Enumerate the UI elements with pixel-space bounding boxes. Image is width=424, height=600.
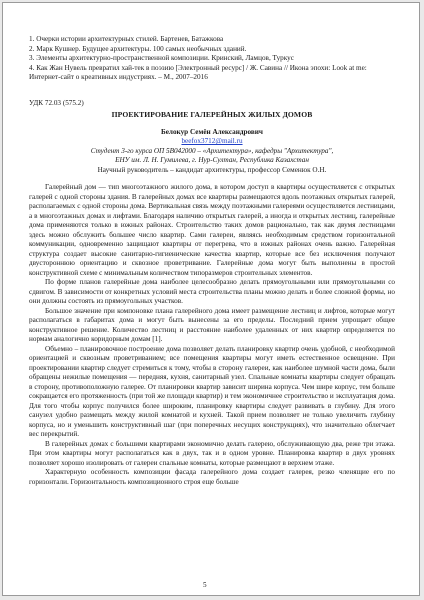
reference-list — [29, 35, 395, 83]
article-body — [29, 183, 395, 487]
page-content — [29, 35, 395, 487]
author-email-link[interactable]: beefox3712@mail.ru — [181, 137, 243, 145]
page-number: 5 — [203, 581, 207, 589]
reference-item: 1. Очерки истории архитектурных стилей. Бартенев, Батажкова — [29, 35, 224, 43]
body-paragraph: По форме планов галерейные дома наиболее целесообразно делать прямоугольными или прямоугольными со сдвигом. В зависимости от конкретных условий места строительства планы можно делать и более сложной формы, но они должны состоять из прямоугольных участков. — [29, 278, 395, 305]
supervisor-line: Научный руководитель – кандидат архитектуры, профессор Семенюк О.Н. — [97, 165, 327, 174]
affiliation-line: Студент 3-го курса ОП 5В042000 – «Архитектура», кафедры "Архитектура", — [90, 146, 334, 155]
udk-code: УДК 72.03 (575.2) — [29, 98, 84, 107]
body-paragraph: Большое значение при компоновке плана галерейного дома имеет размещение лестниц и лифтов, которые могут располагаться в габаритах дома и могут быть вынесены за его пределы. Последний прием упрощает общее конструктивное решение. Количество лестниц и расстояние наиболее удаленных от них квартир определяется по нормам аналогично коридорным домам [1]. — [29, 306, 395, 343]
reference-item: 2. Марк Кушнер. Будущее архитектуры. 100 самых необычных зданий. — [29, 44, 247, 53]
reference-item: 3. Элементы архитектурно-пространственной композиции. Кринский, Ламцов, Туркус — [29, 54, 294, 62]
document-page — [2, 2, 420, 596]
affiliation-line: ЕНУ им. Л. Н. Гумилева, г. Нур-Султан, Республика Казахстан — [115, 156, 309, 164]
body-paragraph: Объемно – планировочное построение дома позволяет делать планировку квартир очень удобной, с необходимой ориентацией и сквозным проветриванием; все помещения квартиры могут иметь естественное освещение. При проектировании квартир следует стремиться к тому, чтобы в сторону галереи, как наиболее шумной части дома, были обращены нежилые помещения — передняя, кухня, санитарный узел. Спальные комнаты квартиры следует обращать в сторону, противоположную галерее. От планировки квартир зависит ширина корпуса. Чем шире корпус, тем больше сокращается его протяженность (при той же площади квартир) и тем экономичнее строительство и эксплуатация дома. Для того чтобы корпус получился более широким, планировку квартиры следует развивать в глубину. Для этого санузел удобно размещать между жилой комнатой и кухней. Такой прием позволяет не только увеличить глубину корпуса, но и уменьшить конструктивный шаг (при поперечных несущих конструкциях), что значительно облегчает вес перекрытий. — [29, 344, 395, 438]
author-block — [29, 128, 395, 176]
author-name: Белокур Семён Александрович — [160, 127, 263, 136]
body-paragraph: В галерейных домах с большими квартирами экономично делать галерею, обслуживающую два, реже три этажа. При этом квартиры могут располагаться как в двух, так и в одном уровне. Планировка квартир в двух уровнях позволяет хорошо изолировать от галереи спальные комнаты, которые размещают в верхнем этаже. — [29, 439, 395, 467]
reference-item: 4. Как Жан Нувель превратил хай-тек в поэзию [Электронный ресурс] / Ж. Савина // Икона эпохи: Look at me: Интернет-сайт о креативных индустриях. – М., 2007–2016 — [29, 63, 367, 81]
article-title: ПРОЕКТИРОВАНИЕ ГАЛЕРЕЙНЫХ ЖИЛЫХ ДОМОВ — [111, 110, 313, 119]
body-paragraph: Галерейный дом — тип многоэтажного жилого дома, в котором доступ в квартиры осуществляется с открытых галерей с одной стороны здания. В галерейных домах все квартиры размещаются вдоль поэтажных открытых галерей, располагаемых с одной стороны дома. Вертикальная связь между поэтажными галереями осуществляется лестницами, а в многоэтажных домах и лифтами. Благодаря наличию открытых галерей, а иногда и открытых лестниц, галерейные дома применяются только в южных районах. Строительство таких домов рационально, так как двумя лестницами здесь можно обслужить большее число квартир. Сами галереи, являясь необходимым средством горизонтальной коммуникации, одновременно защищают квартиры от перегрева, что в южных районах очень важно. Галерейная структура создает высокие санитарно-гигиенические качества квартир, которые все без исключения получают двустороннюю ориентацию и сквозное проветривание. Галерейные дома могут быть выполнены в простой конструктивной схеме с минимальным количеством типоразмеров строительных элементов. — [29, 183, 395, 277]
body-paragraph: Характерную особенность композиции фасада галерейного дома создает галерея, резко членящие его по горизонтали. Горизонтальность композиционного строя еще больше — [29, 468, 395, 486]
